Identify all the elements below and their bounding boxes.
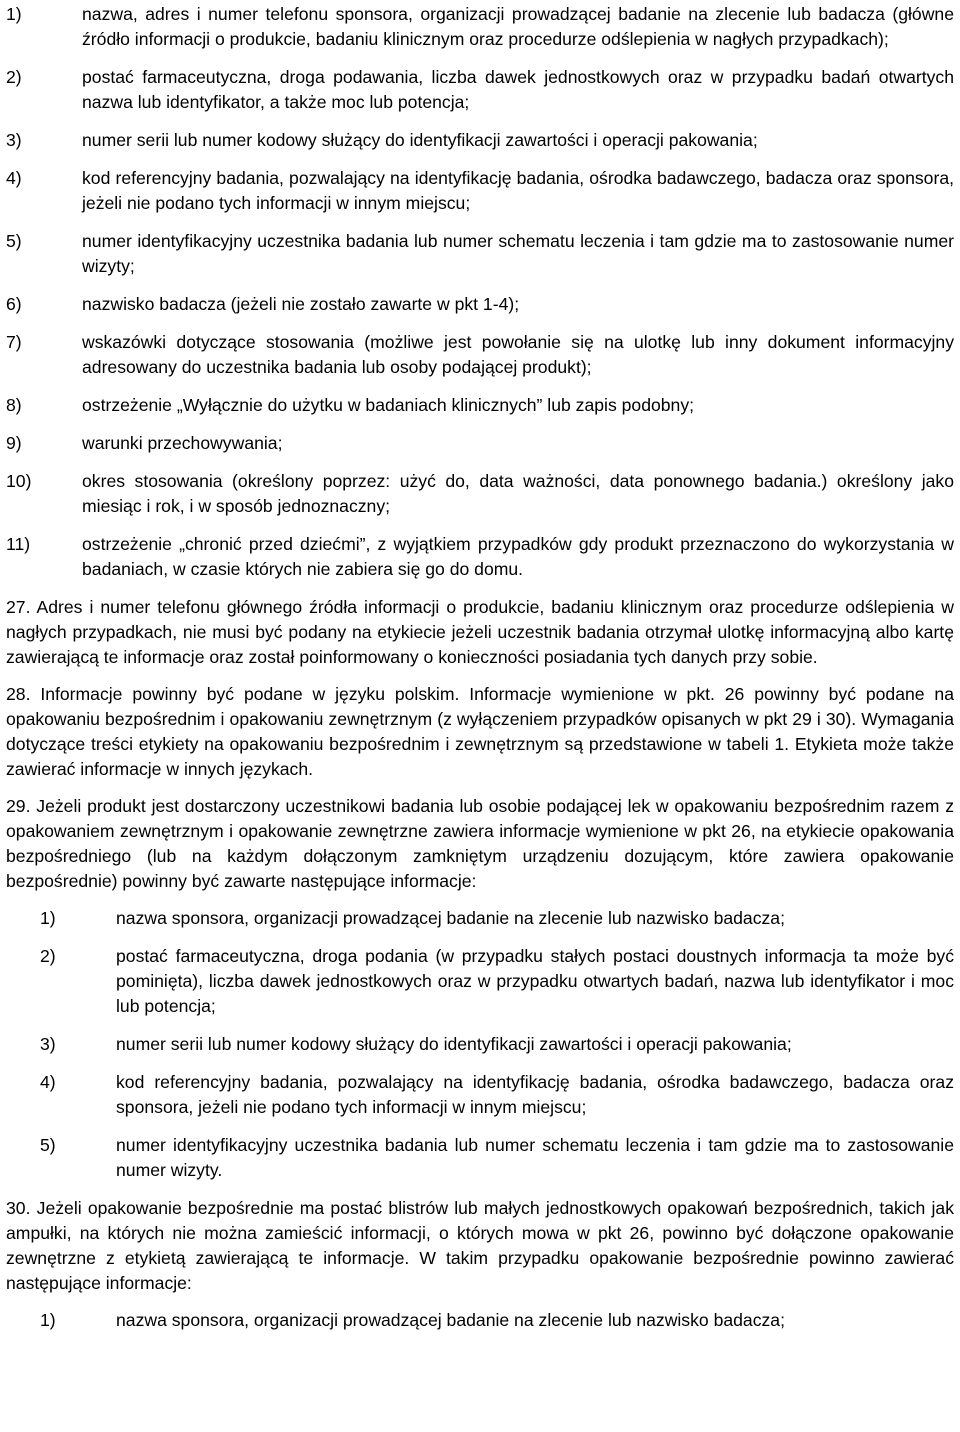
list-item-number: 1): [40, 1310, 56, 1330]
list-item-number: 3): [40, 1034, 56, 1054]
list-item-text: nazwa sponsora, organizacji prowadzącej badanie na zlecenie lub nazwisko badacza;: [116, 1310, 785, 1330]
list-item-number: 5): [40, 1135, 56, 1155]
list-item-text: numer identyfikacyjny uczestnika badania lub numer schematu leczenia i tam gdzie ma to zastosowanie numer wizyty;: [82, 231, 954, 276]
list-item: [6, 65, 954, 115]
list-item-number: 2): [40, 946, 56, 966]
list-item-text: postać farmaceutyczna, droga podawania, liczba dawek jednostkowych oraz w przypadku badań otwartych nazwa lub identyfikator, a także moc lub potencja;: [82, 67, 954, 112]
list-item-text: kod referencyjny badania, pozwalający na identyfikację badania, ośrodka badawczego, badacza oraz sponsora, jeżeli nie podano tych informacji w innym miejscu;: [82, 168, 954, 213]
list-item: [6, 1133, 954, 1183]
list-item-number: 8): [6, 395, 22, 415]
list-item-number: 4): [6, 168, 22, 188]
list-item: [6, 292, 954, 317]
list-b: [6, 906, 954, 1183]
list-item-text: kod referencyjny badania, pozwalający na identyfikację badania, ośrodka badawczego, badacza oraz sponsora, jeżeli nie podano tych informacji w innym miejscu;: [116, 1072, 954, 1117]
list-item: [6, 166, 954, 216]
list-item-number: 7): [6, 332, 22, 352]
list-item-number: 2): [6, 67, 22, 87]
list-item-text: postać farmaceutyczna, droga podania (w przypadku stałych postaci doustnych informacja ta może być pominięta), liczba dawek jednostkowych oraz w przypadku otwartych badań, nazwa lub identyfikator i moc lub potencja;: [116, 946, 954, 1016]
list-item-text: ostrzeżenie „chronić przed dziećmi”, z wyjątkiem przypadków gdy produkt przeznaczono do wykorzystania w badaniach, w czasie których nie zabiera się go do domu.: [82, 534, 954, 579]
list-c: [6, 1308, 954, 1333]
list-item-text: numer serii lub numer kodowy służący do identyfikacji zawartości i operacji pakowania;: [82, 130, 758, 150]
paragraph-29: 29. Jeżeli produkt jest dostarczony uczestnikowi badania lub osobie podającej lek w opakowaniu bezpośrednim razem z opakowaniem zewnętrznym i opakowanie zewnętrzne zawiera informacje wymienione w pkt 26, na etykiecie opakowania bezpośredniego (lub na każdym dołączonym zamkniętym urządzeniu dozującym, które zawiera opakowanie bezpośrednie) powinny być zawarte następujące informacje:: [6, 796, 954, 891]
list-item-text: nazwa sponsora, organizacji prowadzącej badanie na zlecenie lub nazwisko badacza;: [116, 908, 785, 928]
list-item: [6, 330, 954, 380]
list-item-number: 10): [6, 471, 32, 491]
list-item-number: 11): [6, 534, 31, 554]
list-item-text: numer serii lub numer kodowy służący do identyfikacji zawartości i operacji pakowania;: [116, 1034, 792, 1054]
list-item: [6, 1032, 954, 1057]
list-item-text: nazwa, adres i numer telefonu sponsora, organizacji prowadzącej badanie na zlecenie lub badacza (główne źródło informacji o produkcie, badaniu klinicznym oraz procedurze odślepienia w nagłych przypadkach);: [82, 4, 954, 49]
list-item: [6, 229, 954, 279]
list-item: [6, 2, 954, 52]
list-item: [6, 393, 954, 418]
list-item-number: 3): [6, 130, 22, 150]
list-item-number: 9): [6, 433, 22, 453]
list-item: [6, 1308, 954, 1333]
list-item: [6, 944, 954, 1019]
list-item: [6, 128, 954, 153]
paragraph-27: 27. Adres i numer telefonu głównego źródła informacji o produkcie, badaniu klinicznym oraz procedurze odślepienia w nagłych przypadkach, nie musi być podany na etykiecie jeżeli uczestnik badania otrzymał ulotkę informacyjną albo kartę zawierającą te informacje oraz został poinformowany o konieczności posiadania tych danych przy sobie.: [6, 597, 954, 667]
list-item-number: 1): [6, 4, 22, 24]
list-item-number: 6): [6, 294, 22, 314]
list-item-number: 4): [40, 1072, 56, 1092]
list-item-number: 5): [6, 231, 22, 251]
list-item: [6, 1070, 954, 1120]
list-item-text: ostrzeżenie „Wyłącznie do użytku w badaniach klinicznych” lub zapis podobny;: [82, 395, 695, 415]
list-a: [6, 2, 954, 582]
list-item: [6, 469, 954, 519]
list-item-text: numer identyfikacyjny uczestnika badania lub numer schematu leczenia i tam gdzie ma to zastosowanie numer wizyty.: [116, 1135, 954, 1180]
list-item-text: okres stosowania (określony poprzez: użyć do, data ważności, data ponownego badania.) określony jako miesiąc i rok, i w sposób jednoznaczny;: [82, 471, 954, 516]
list-item-text: nazwisko badacza (jeżeli nie zostało zawarte w pkt 1-4);: [82, 294, 520, 314]
list-item: [6, 431, 954, 456]
list-item: [6, 906, 954, 931]
list-item: [6, 532, 954, 582]
list-item-text: warunki przechowywania;: [82, 433, 283, 453]
paragraph-30: 30. Jeżeli opakowanie bezpośrednie ma postać blistrów lub małych jednostkowych opakowań bezpośrednich, takich jak ampułki, na których nie można zamieścić informacji, o których mowa w pkt 26, powinno być dołączone opakowanie zewnętrzne z etykietą zawierającą te informacje. W takim przypadku opakowanie bezpośrednie powinno zawierać następujące informacje:: [6, 1198, 954, 1293]
list-item-number: 1): [40, 908, 56, 928]
list-item-text: wskazówki dotyczące stosowania (możliwe jest powołanie się na ulotkę lub inny dokument informacyjny adresowany do uczestnika badania lub osoby podającej produkt);: [82, 332, 954, 377]
paragraph-28: 28. Informacje powinny być podane w języku polskim. Informacje wymienione w pkt. 26 powinny być podane na opakowaniu bezpośrednim i opakowaniu zewnętrznym (z wyłączeniem przypadków opisanych w pkt 29 i 30). Wymagania dotyczące treści etykiety na opakowaniu bezpośrednim i zewnętrznym są przedstawione w tabeli 1. Etykieta może także zawierać informacje w innych językach.: [6, 684, 954, 779]
